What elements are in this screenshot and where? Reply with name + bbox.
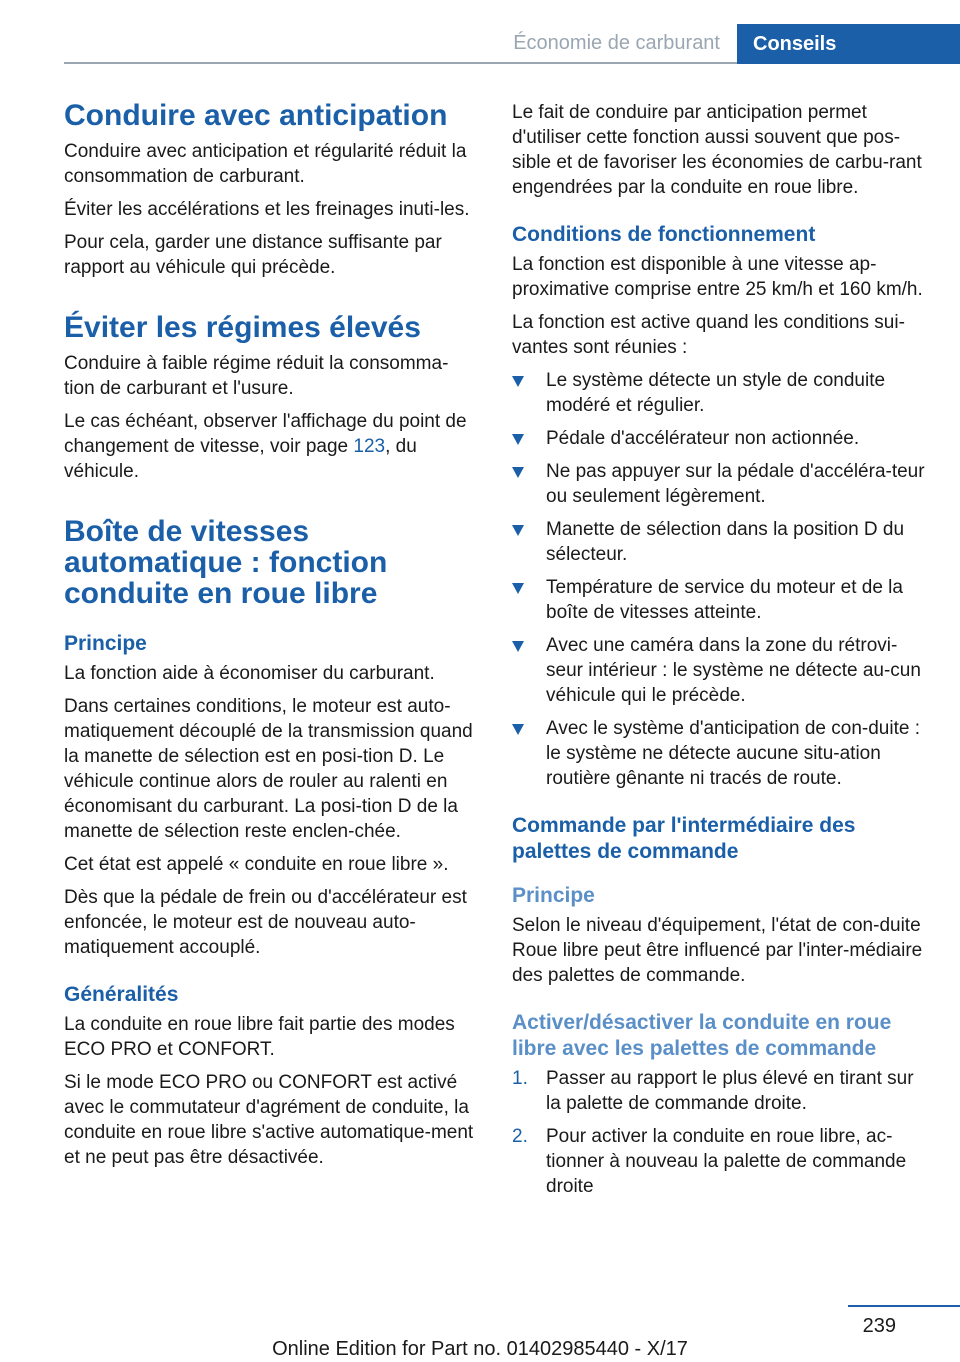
triangle-bullet-icon xyxy=(512,426,524,452)
page-number: 239 xyxy=(862,1315,896,1337)
list-item-text: Pédale d'accélérateur non actionnée. xyxy=(546,428,860,449)
heading-conditions: Conditions de fonctionnement xyxy=(512,223,816,246)
header-section-title: Économie de carburant xyxy=(513,32,720,54)
paragraph: Dans certaines conditions, le moteur est auto-matiquement découplé de la transmission quand la manette de sélection est en posi-tion D. Le véhicule continue alors de rouler au ralenti en économisant du carburant. La posi-tion D de la manette de sélection reste enclen-chée. xyxy=(64,696,473,842)
triangle-bullet-icon xyxy=(512,633,524,659)
triangle-bullet-icon xyxy=(512,575,524,601)
paragraph: La fonction est active quand les conditions sui-vantes sont réunies : xyxy=(512,312,905,358)
triangle-bullet-icon xyxy=(512,368,524,394)
list-item xyxy=(512,716,928,791)
list-item-text: Ne pas appuyer sur la pédale d'accéléra-teur ou seulement légèrement. xyxy=(546,461,925,507)
list-item-text: Le système détecte un style de conduite modéré et régulier. xyxy=(546,370,886,416)
paragraph: La fonction aide à économiser du carburant. xyxy=(64,663,435,684)
text: , du véhicule. xyxy=(64,436,417,482)
list-item xyxy=(512,575,928,625)
list-item xyxy=(512,368,928,418)
paragraph: Cet état est appelé « conduite en roue libre ». xyxy=(64,854,449,875)
header-tab-conseils: Conseils xyxy=(737,24,960,64)
paragraph: Éviter les accélérations et les freinages inuti-les. xyxy=(64,199,470,220)
list-item-text: Avec le système d'anticipation de con-duite : le système ne détecte aucune situ-ation routière gênante ni tracés de route. xyxy=(546,718,920,789)
heading-generalites: Généralités xyxy=(64,983,179,1006)
list-item xyxy=(512,517,928,567)
list-item xyxy=(512,426,928,451)
steps-list xyxy=(512,1066,928,1199)
paragraph: Le fait de conduire par anticipation permet d'utiliser cette fonction aussi souvent que pos-sible et de favoriser les économies de carbu-rant engendrées par la conduite en roue libre. xyxy=(512,102,922,198)
heading-eviter-regimes: Éviter les régimes élevés xyxy=(64,311,421,344)
heading-principe-commande: Principe xyxy=(512,884,595,907)
paragraph: La conduite en roue libre fait partie des modes ECO PRO et CONFORT. xyxy=(64,1014,455,1060)
heading-principe: Principe xyxy=(64,632,147,655)
heading-commande-palettes: Commande par l'intermédiaire des palettes de commande xyxy=(512,814,856,863)
paragraph: Pour cela, garder une distance suffisante par rapport au véhicule qui précède. xyxy=(64,232,442,278)
paragraph: La fonction est disponible à une vitesse ap-proximative comprise entre 25 km/h et 160 km/h. xyxy=(512,254,923,300)
paragraph: Conduire à faible régime réduit la consomma-tion de carburant et l'usure. xyxy=(64,353,449,399)
paragraph: Selon le niveau d'équipement, l'état de con-duite Roue libre peut être influencé par l'inter-médiaire des palettes de commande. xyxy=(512,915,923,986)
left-column xyxy=(64,100,479,1178)
list-item-text: Température de service du moteur et de la boîte de vitesses atteinte. xyxy=(546,577,903,623)
list-item-text: Manette de sélection dans la position D du sélecteur. xyxy=(546,519,905,565)
right-column xyxy=(512,100,928,1207)
list-item-text: Avec une caméra dans la zone du rétrovi-seur intérieur : le système ne détecte au-cun véhicule qui le précède. xyxy=(546,635,921,706)
footer-edition: Online Edition for Part no. 01402985440 - X/17 xyxy=(272,1338,688,1360)
step-number: 2. xyxy=(512,1126,528,1147)
paragraph: Si le mode ECO PRO ou CONFORT est activé avec le commutateur d'agrément de conduite, la conduite en roue libre s'active automatique-ment et ne peut pas être désactivée. xyxy=(64,1072,474,1168)
heading-activer-desactiver: Activer/désactiver la conduite en roue libre avec les palettes de commande xyxy=(512,1011,892,1060)
heading-boite-vitesses: Boîte de vitesses automatique : fonction conduite en roue libre xyxy=(64,515,388,610)
step-text: Pour activer la conduite en roue libre, ac-tionner à nouveau la palette de commande droite xyxy=(546,1126,907,1197)
triangle-bullet-icon xyxy=(512,716,524,742)
paragraph-with-link xyxy=(64,409,479,484)
list-item xyxy=(512,633,928,708)
text: Le cas échéant, observer l'affichage du point de changement de vitesse, voir page xyxy=(64,411,467,457)
footer-rule xyxy=(848,1305,960,1307)
triangle-bullet-icon xyxy=(512,459,524,485)
paragraph: Dès que la pédale de frein ou d'accélérateur est enfoncée, le moteur est de nouveau auto-matiquement accouplé. xyxy=(64,887,467,958)
paragraph: Conduire avec anticipation et régularité réduit la consommation de carburant. xyxy=(64,141,467,187)
step-number: 1. xyxy=(512,1068,528,1089)
conditions-list xyxy=(512,368,928,791)
step-item xyxy=(512,1066,928,1116)
heading-conduire-anticipation: Conduire avec anticipation xyxy=(64,99,448,132)
triangle-bullet-icon xyxy=(512,517,524,543)
step-item xyxy=(512,1124,928,1199)
step-text: Passer au rapport le plus élevé en tirant sur la palette de commande droite. xyxy=(546,1068,914,1114)
page-link-123[interactable]: 123 xyxy=(353,436,386,457)
list-item xyxy=(512,459,928,509)
